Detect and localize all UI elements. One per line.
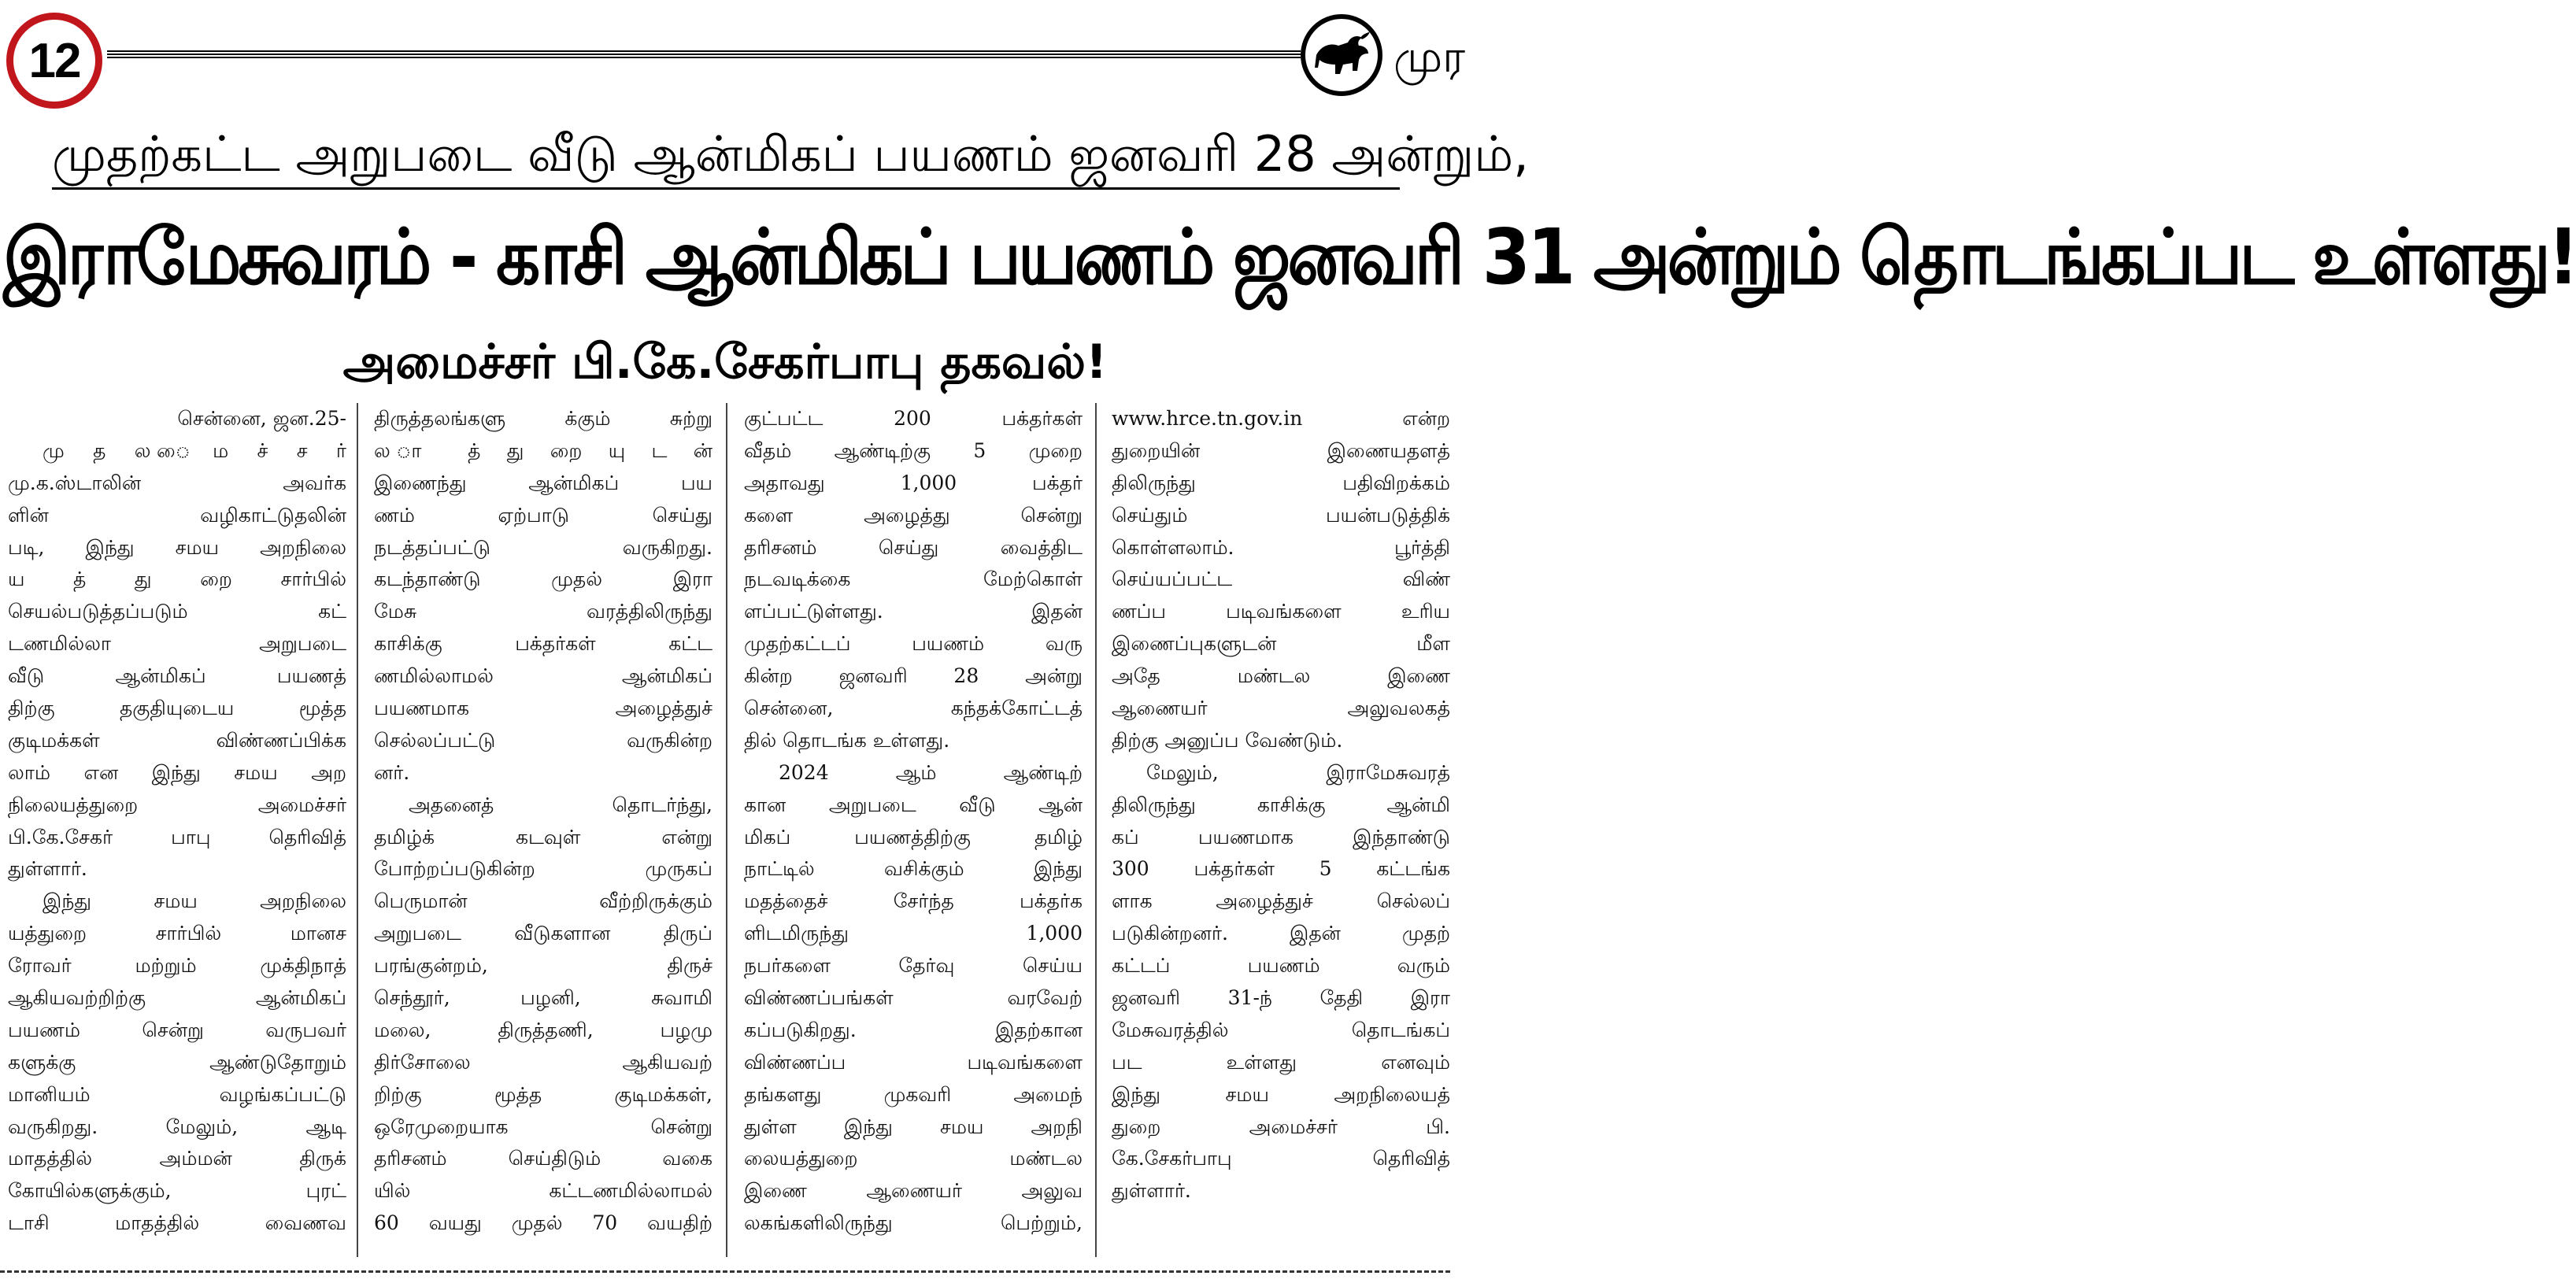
text-line: கடந்தாண்டு முதல் இரா [374,568,712,591]
text-line: கப்படுகிறது. இதற்கான [744,1018,1083,1041]
headline-subtitle: அமைச்சர் பி.கே.சேகர்பாபு தகவல்! [342,335,1108,390]
text-line: திருத்தலங்களு க்கும் சுற்று [374,407,712,430]
text-line: கட்டப் பயணம் வரும் [1112,954,1450,978]
text-line: இணைப்புகளுடன் மீள [1112,632,1450,656]
text-line: இந்து சமய அறநிலை [43,889,346,913]
text-line: யத்துறை சார்பில் மானச [8,922,346,945]
text-line: திற்கு அனுப்ப வேண்டும். [1112,728,1343,752]
text-line: மு த ல ைம ச் ச ர் [43,438,346,462]
headline-main: இராமேசுவரம் - காசி ஆன்மிகப் பயணம் ஜனவரி 31 அன்றும் தொடங்கப்பட உள்ளது! [3,212,2576,301]
page-number-badge [6,13,102,109]
text-line: கோயில்களுக்கும், புரட் [8,1179,346,1203]
text-line: ளப்பட்டுள்ளது. இதன் [744,600,1083,623]
text-line: பி.கே.சேகர் பாபு தெரிவித் [8,825,346,849]
text-line: செயல்படுத்தப்படும் கட் [8,600,346,623]
text-line: திர்சோலை ஆகியவற் [374,1050,712,1074]
text-line: மேசுவரத்தில் தொடங்கப் [1112,1018,1450,1041]
text-line: ரோவர் மற்றும் முக்திநாத் [8,954,346,978]
text-line: துறை அமைச்சர் பி. [1112,1115,1450,1138]
headline-kicker: முதற்கட்ட அறுபடை வீடு ஆன்மிகப் பயணம் ஜனவரி 28 அன்றும், [52,125,1529,183]
page-number: 12 [28,33,80,88]
text-line: செய்தும் பயன்படுத்திக் [1112,503,1450,527]
text-line: ல ா த் து றை யு ட ன் [374,438,712,462]
text-line: போற்றப்படுகின்ற முருகப் [374,857,712,881]
text-line: அதாவது 1,000 பக்தர் [744,471,1083,494]
text-line: அதே மண்டல இணை [1112,664,1450,688]
text-line: றிற்கு மூத்த குடிமக்கள், [374,1082,712,1106]
header-rule [107,50,1301,58]
article-column-2 [374,403,712,1259]
text-line: தரிசனம் செய்திடும் வகை [374,1147,712,1170]
text-line: மானியம் வழங்கப்பட்டு [8,1082,346,1106]
text-line: படுகின்றனர். இதன் முதற் [1112,922,1450,945]
article-column-1 [8,403,346,1259]
text-line: ய த் து றை சார்பில் [8,568,346,591]
text-line: சென்னை, கந்தக்கோட்டத் [744,697,1083,720]
text-line: மதத்தைச் சேர்ந்த பக்தர்க [744,889,1083,913]
bull-logo-icon [1301,14,1382,96]
text-line: யில் கட்டணமில்லாமல் [374,1179,712,1203]
text-line: ணமில்லாமல் ஆன்மிகப் [374,664,712,688]
text-line: திற்கு தகுதியுடைய மூத்த [8,697,346,720]
text-line: ளின் வழிகாட்டுதலின் [8,503,346,527]
article-column-3 [744,403,1083,1259]
column-divider [726,403,727,1257]
headline-underline [52,187,1400,190]
text-line: வீடு ஆன்மிகப் பயணத் [8,664,346,688]
text-line: நாட்டில் வசிக்கும் இந்து [744,857,1083,881]
text-line: இணைந்து ஆன்மிகப் பய [374,471,712,494]
text-line: களை அழைத்து சென்று [744,503,1083,527]
text-line: கப் பயணமாக இந்தாண்டு [1112,825,1450,849]
text-line: விண்ணப்பங்கள் வரவேற் [744,986,1083,1010]
text-line: 2024 ஆம் ஆண்டிற் [779,760,1083,784]
text-line: டணமில்லா அறுபடை [8,632,346,656]
text-line: பயணம் சென்று வருபவர் [8,1018,346,1041]
text-line: இந்து சமய அறநிலையத் [1112,1082,1450,1106]
text-line: லாம் என இந்து சமய அற [8,760,346,784]
text-line: 60 வயது முதல் 70 வயதிற் [374,1211,712,1235]
text-line: கான அறுபடை வீடு ஆன் [744,793,1083,816]
text-line: துள்ள இந்து சமய அறநி [744,1115,1083,1138]
text-line: படி, இந்து சமய அறநிலை [8,535,346,559]
article-column-4 [1112,403,1450,1259]
text-line: ஆணையர் அலுவலகத் [1112,697,1450,720]
text-line: கொள்ளலாம். பூர்த்தி [1112,535,1450,559]
text-line: 300 பக்தர்கள் 5 கட்டங்க [1112,857,1450,881]
text-line: தமிழ்க் கடவுள் என்று [374,825,712,849]
text-line: மாதத்தில் அம்மன் திருக் [8,1147,346,1170]
text-line: மு.க.ஸ்டாலின் அவர்க [8,471,346,494]
text-line: குடிமக்கள் விண்ணப்பிக்க [8,728,346,752]
text-line: கே.சேகர்பாபு தெரிவித் [1112,1147,1450,1170]
text-line: லகங்களிலிருந்து பெற்றும், [744,1211,1083,1235]
text-line: லையத்துறை மண்டல [744,1147,1083,1170]
text-line: விண்ணப்ப படிவங்களை [744,1050,1083,1074]
text-line: திலிருந்து பதிவிறக்கம் [1112,471,1450,494]
text-line: அதனைத் தொடர்ந்து, [409,793,712,816]
text-line: முதற்கட்டப் பயணம் வரு [744,632,1083,656]
text-line: ஜனவரி 31-ந் தேதி இரா [1112,986,1450,1010]
text-line: செய்யப்பட்ட விண் [1112,568,1450,591]
text-line: குட்பட்ட 200 பக்தர்கள் [744,407,1083,430]
text-line: நடவடிக்கை மேற்கொள் [744,568,1083,591]
column-divider [357,403,358,1257]
text-line: தரிசனம் செய்து வைத்திட [744,535,1083,559]
text-line: துறையின் இணையதளத் [1112,438,1450,462]
text-line: வருகிறது. மேலும், ஆடி [8,1115,346,1138]
text-line: மேலும், இராமேசுவரத் [1146,760,1450,784]
text-line: திலிருந்து காசிக்கு ஆன்மி [1112,793,1450,816]
text-line: ணம் ஏற்பாடு செய்து [374,503,712,527]
text-line: பரங்குன்றம், திருச் [374,954,712,978]
text-line: நபர்களை தேர்வு செய்ய [744,954,1083,978]
text-line: இணை ஆணையர் அலுவ [744,1179,1083,1203]
text-line: நிலையத்துறை அமைச்சர் [8,793,346,816]
text-line: கின்ற ஜனவரி 28 அன்று [744,664,1083,688]
text-line: ணப்ப படிவங்களை உரிய [1112,600,1450,623]
text-line: மிகப் பயணத்திற்கு தமிழ் [744,825,1083,849]
text-line: அறுபடை வீடுகளான திருப் [374,922,712,945]
dateline: சென்னை, ஜன.25- [177,407,346,430]
text-line: ளிடமிருந்து 1,000 [744,922,1083,945]
text-line: ஒரேமுறையாக சென்று [374,1115,712,1138]
column-divider [1095,403,1097,1257]
text-line: துள்ளார். [8,857,87,881]
text-line: வீதம் ஆண்டிற்கு 5 முறை [744,438,1083,462]
masthead-name: முர [1393,31,1466,83]
text-line: களுக்கு ஆண்டுதோறும் [8,1050,346,1074]
text-line: தங்களது முகவரி அமைந் [744,1082,1083,1106]
text-line: டாசி மாதத்தில் வைணவ [8,1211,346,1235]
text-line: பெருமான் வீற்றிருக்கும் [374,889,712,913]
text-line: நடத்தப்பட்டு வருகிறது. [374,535,712,559]
text-line: தில் தொடங்க உள்ளது. [744,728,950,752]
text-line: செந்தூர், பழனி, சுவாமி [374,986,712,1010]
text-line: துள்ளார். [1112,1179,1191,1203]
text-line: செல்லப்பட்டு வருகின்ற [374,728,712,752]
text-line: னர். [374,760,410,784]
text-line: காசிக்கு பக்தர்கள் கட்ட [374,632,712,656]
text-line: ஆகியவற்றிற்கு ஆன்மிகப் [8,986,346,1010]
text-line: ளாக அழைத்துச் செல்லப் [1112,889,1450,913]
text-line: பட உள்ளது எனவும் [1112,1050,1450,1074]
text-line: பயணமாக அழைத்துச் [374,697,712,720]
text-line: மலை, திருத்தணி, பழமு [374,1018,712,1041]
website-url-line: www.hrce.tn.gov.in என்ற [1112,407,1450,430]
text-line: மேசு வரத்திலிருந்து [374,600,712,623]
footer-dashed-rule [0,1270,1450,1273]
